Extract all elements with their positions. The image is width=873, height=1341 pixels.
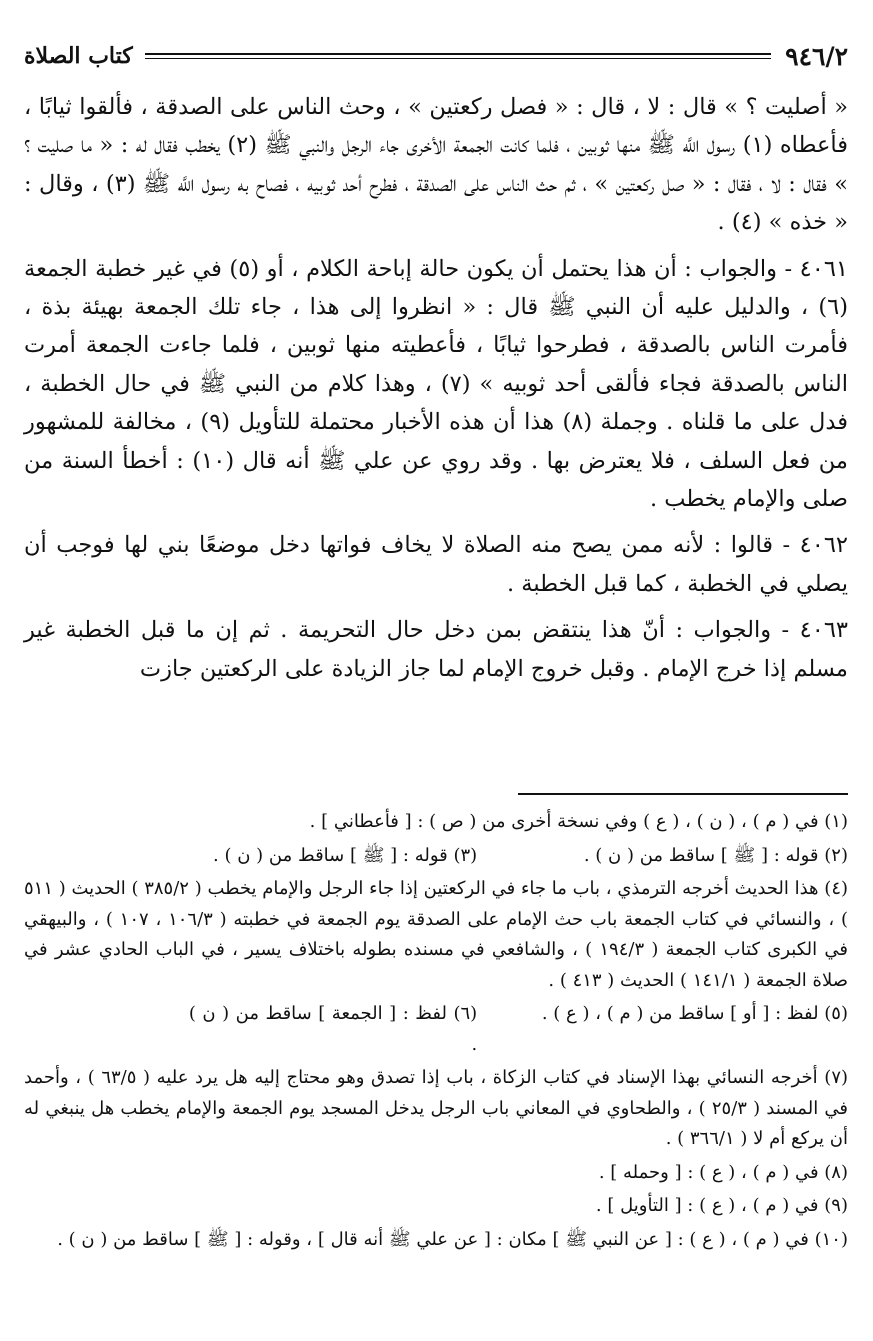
footnote-1: (١) في ( م ) ، ( ن ) ، ( ع ) وفي نسخة أخرى من ( ص ) : [ فأعطاني ] .	[309, 811, 848, 832]
footnotes	[24, 807, 848, 1258]
footnote-3: (٣) قوله : [ ﷺ ] ساقط من ( ن ) .	[213, 844, 478, 866]
running-header	[24, 36, 848, 76]
footnote-9: (٩) في ( م ) ، ( ع ) : [ التأويل ] .	[595, 1195, 848, 1216]
paragraph-4063: ٤٠٦٣ - والجواب : أنّ هذا ينتقض بمن دخل حال التحريمة . ثم إن ما قبل الخطبة غير مسلم إذا خرج الإمام . وقبل خروج الإمام لما جاز الزيادة على الركعتين جازت	[24, 617, 848, 682]
footnote-8: (٨) في ( م ) ، ( ع ) : [ وحمله ] .	[598, 1161, 848, 1183]
main-text	[24, 88, 848, 696]
page-number: ٩٤٦/٢	[785, 41, 848, 71]
footnote-7: (٧) أخرجه النسائي بهذا الإسناد في كتاب الزكاة ، باب إذا تصدق وهو محتاج إليه هل يرد عليه ( ٦٣/٥ ) ، وأحمد في المسند ( ٢٥/٣ ) ، والطحاوي في المعاني باب الرجل يدخل المسجد يوم الجمعة والإمام يخطب هل ينبغي له أن يركع أم لا ( ٣٦٦/١ ) .	[24, 1067, 849, 1149]
header-rule	[145, 53, 771, 59]
footnote-6: (٦) لفظ : [ الجمعة ] ساقط من ( ن ) .	[188, 1003, 478, 1055]
paragraph-4062: ٤٠٦٢ - قالوا : لأنه ممن يصح منه الصلاة لا يخاف فواتها دخل موضعًا بني لها فوجب أن يصلي في الخطبة ، كما قبل الخطبة .	[24, 532, 848, 597]
footnote-10: (١٠) في ( م ) ، ( ع ) : [ عن النبي ﷺ ] مكان : [ عن علي ﷺ أنه قال ] ، وقوله : [ ﷺ ] ساقط من ( ن ) .	[57, 1228, 848, 1250]
footnote-separator	[518, 793, 848, 795]
book-title: كتاب الصلاة	[24, 43, 133, 69]
footnote-row-2-3	[24, 841, 848, 872]
footnote-row-5-6	[24, 999, 848, 1060]
book-page	[24, 0, 848, 1341]
footnote-5: (٥) لفظ : [ أو ] ساقط من ( م ) ، ( ع ) .	[541, 1003, 848, 1024]
footnote-2: (٢) قوله : [ ﷺ ] ساقط من ( ن ) .	[583, 844, 848, 866]
footnote-4: (٤) هذا الحديث أخرجه الترمذي ، باب ما جاء في الركعتين إذا جاء الرجل والإمام يخطب ( ٣٨٥/٢ ) الحديث ( ٥١١ ) ، والنسائي في كتاب الجمعة باب حث الإمام على الصدقة يوم الجمعة في خطبته ( ١٠٦/٣ ، ١٠٧ ) ، والبيهقي في الكبرى كتاب الجمعة ( ١٩٤/٣ ) ، والشافعي في مسنده بطوله باختلاف يسير ، في الباب الحادي عشر في صلاة الجمعة ( ١٤١/١ ) الحديث ( ٤١٣ ) .	[24, 878, 849, 991]
paragraph-hadith-continuation: « أصليت ؟ » قال : لا ، قال : « فصل ركعتين » ، وحث الناس على الصدقة ، فألقوا ثيابًا ، فأعطاه (١) رسول اللَّه ﷺ منها ثوبين ، فلما كانت الجمعة الأخرى جاء الرجل والنبي ﷺ (٢) يخطب فقال له : « ما صليت ؟ » فقال : لا ، فقال : « صل ركعتين » ، ثم حث الناس على الصدقة ، فطرح أحد ثوبيه ، فصاح به رسول اللَّه ﷺ (٣) ، وقال : « خذه » (٤) .	[24, 94, 848, 236]
paragraph-4061: ٤٠٦١ - والجواب : أن هذا يحتمل أن يكون حالة إباحة الكلام ، أو (٥) في غير خطبة الجمعة (٦) ، والدليل عليه أن النبي ﷺ قال : « انظروا إلى هذا ، جاء تلك الجمعة بهيئة بذة ، فأمرت الناس بالصدقة ، فطرحوا ثيابًا ، فأعطيته منها ثوبين ، فلما جاءت الجمعة أمرت الناس بالصدقة فجاء فألقى أحد ثوبيه » (٧) ، وهذا كلام من النبي ﷺ في حال الخطبة ، فدل على ما قلناه . وجملة (٨) هذا أن هذه الأخبار محتملة للتأويل (٩) ، مخالفة للمشهور من فعل السلف ، فلا يعترض بها . وقد روي عن علي ﷺ أنه قال (١٠) : أخطأ السنة من صلى والإمام يخطب .	[24, 255, 849, 513]
